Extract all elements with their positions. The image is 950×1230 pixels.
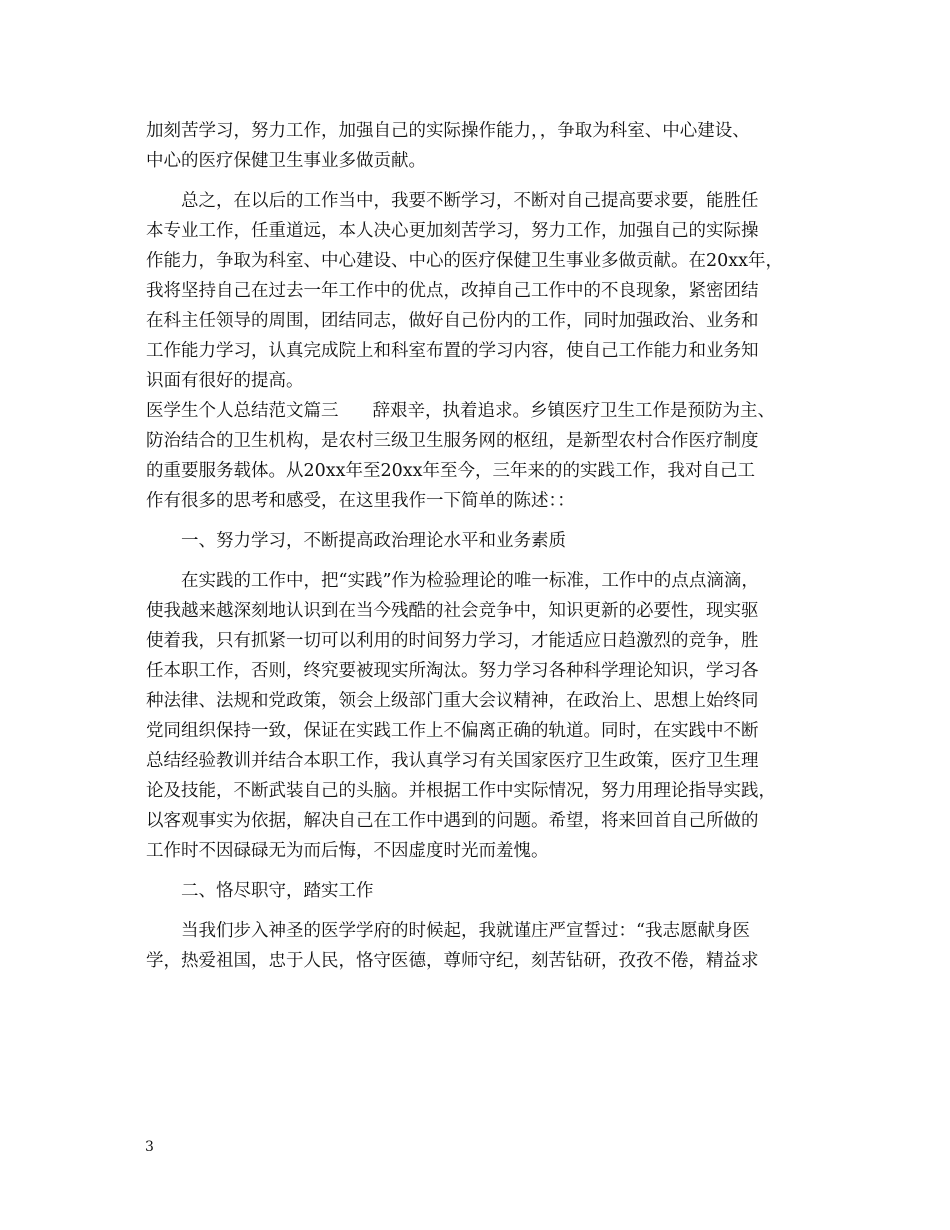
text-line: 的重要服务载体。从20xx年至20xx年至今，三年来的的实践工作，我对自己工 bbox=[146, 461, 756, 481]
section-intro-text: 辞艰辛，执着追求。乡镇医疗卫生工作是预防为主、 bbox=[372, 401, 775, 421]
document-body bbox=[146, 116, 806, 976]
section-heading-line bbox=[146, 396, 806, 426]
page-number: 3 bbox=[145, 1139, 154, 1155]
text-line: 防治结合的卫生机构，是农村三级卫生服务网的枢纽，是新型农村合作医疗制度 bbox=[146, 431, 759, 451]
subheading-line: 二、恪尽职守，踏实工作 bbox=[181, 881, 374, 901]
text-line: 识面有很好的提高。 bbox=[146, 371, 304, 391]
text-line: 总结经验教训并结合本职工作，我认真学习有关国家医疗卫生政策，医疗卫生理 bbox=[146, 751, 759, 771]
paragraph-start-line: 在实践的工作中，把“实践”作为检验理论的唯一标准，工作中的点点滴滴， bbox=[181, 571, 759, 591]
text-line: 中心的医疗保健卫生事业多做贡献。 bbox=[146, 151, 426, 171]
text-line: 作有很多的思考和感受，在这里我作一下简单的陈述：： bbox=[146, 491, 575, 511]
text-line: 工作时不因碌碌无为而后悔，不因虚度时光而羞愧。 bbox=[146, 841, 549, 861]
text-line: 以客观事实为依据，解决自己在工作中遇到的问题。希望，将来回首自己所做的 bbox=[146, 811, 759, 831]
paragraph-start-line: 总之，在以后的工作当中，我要不断学习，不断对自己提高要求要，能胜任 bbox=[181, 191, 759, 211]
text-line: 党同组织保持一致，保证在实践工作上不偏离正确的轨道。同时，在实践中不断 bbox=[146, 721, 759, 741]
text-line: 种法律、法规和党政策，领会上级部门重大会议精神，在政治上、思想上始终同 bbox=[146, 691, 759, 711]
text-line: 本专业工作，任重道远，本人决心更加刻苦学习，努力工作，加强自己的实际操 bbox=[146, 221, 759, 241]
text-line: 工作能力学习，认真完成院上和科室布置的学习内容，使自己工作能力和业务知 bbox=[146, 341, 759, 361]
section-title: 医学生个人总结范文篇三 bbox=[146, 401, 339, 421]
text-line: 学，热爱祖国，忠于人民，恪守医德，尊师守纪，刻苦钻研，孜孜不倦，精益求 bbox=[146, 951, 759, 971]
subheading-line: 一、努力学习，不断提高政治理论水平和业务素质 bbox=[181, 531, 566, 551]
text-line: 作能力，争取为科室、中心建设、中心的医疗保健卫生事业多做贡献。在20xx年， bbox=[146, 251, 784, 271]
paragraph-start-line: 当我们步入神圣的医学学府的时候起，我就谨庄严宣誓过：“我志愿献身医 bbox=[181, 921, 750, 941]
text-line: 使我越来越深刻地认识到在当今残酷的社会竞争中，知识更新的必要性，现实驱 bbox=[146, 601, 759, 621]
text-line: 使着我，只有抓紧一切可以利用的时间努力学习，才能适应日趋激烈的竞争，胜 bbox=[146, 631, 759, 651]
text-line: 任本职工作，否则，终究要被现实所淘汰。努力学习各种科学理论知识，学习各 bbox=[146, 661, 759, 681]
text-line: 论及技能，不断武装自己的头脑。并根据工作中实际情况，努力用理论指导实践， bbox=[146, 781, 776, 801]
text-line: 我将坚持自己在过去一年工作中的优点，改掉自己工作中的不良现象，紧密团结 bbox=[146, 281, 759, 301]
text-line: 加刻苦学习，努力工作，加强自己的实际操作能力，，争取为科室、中心建设、 bbox=[146, 121, 750, 141]
text-line: 在科主任领导的周围，团结同志，做好自己份内的工作，同时加强政治、业务和 bbox=[146, 311, 759, 331]
